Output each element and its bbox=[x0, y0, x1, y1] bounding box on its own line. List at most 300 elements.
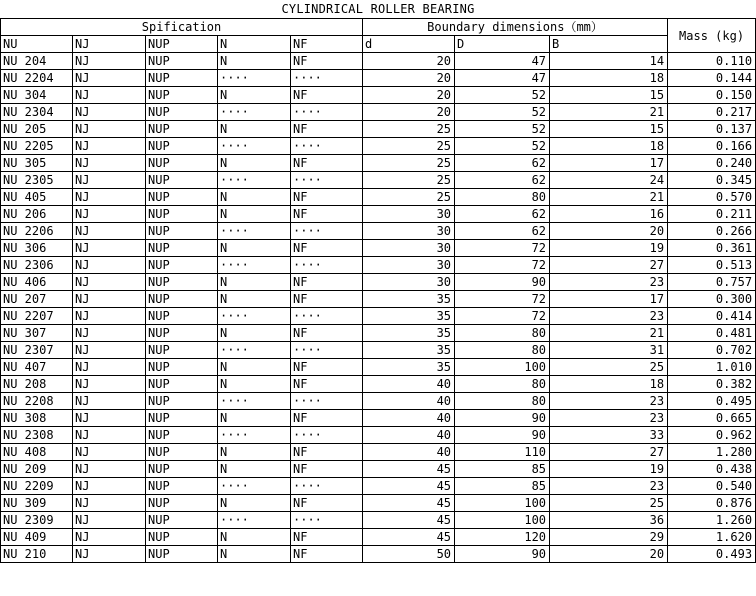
cell-nf-code: ···· bbox=[291, 478, 363, 495]
cell-nj-code: NJ bbox=[73, 274, 146, 291]
cell-d-outer: 47 bbox=[455, 53, 550, 70]
cell-n-code: N bbox=[218, 410, 291, 427]
cell-n-code: ···· bbox=[218, 308, 291, 325]
cell-mass-kg: 0.240 bbox=[668, 155, 756, 172]
table-row bbox=[1, 70, 756, 87]
cell-d-inner: 40 bbox=[363, 393, 455, 410]
cell-nf-code: NF bbox=[291, 155, 363, 172]
cell-nup-code: NUP bbox=[146, 512, 218, 529]
cell-n-code: N bbox=[218, 359, 291, 376]
cell-nf-code: NF bbox=[291, 206, 363, 223]
cell-nup-code: NUP bbox=[146, 308, 218, 325]
cell-n-code: ···· bbox=[218, 138, 291, 155]
cell-nj-code: NJ bbox=[73, 223, 146, 240]
table-row bbox=[1, 478, 756, 495]
cell-nj-code: NJ bbox=[73, 206, 146, 223]
cell-d-inner: 30 bbox=[363, 223, 455, 240]
cell-d-inner: 45 bbox=[363, 495, 455, 512]
cell-nj-code: NJ bbox=[73, 444, 146, 461]
cell-nj-code: NJ bbox=[73, 427, 146, 444]
cell-nf-code: ···· bbox=[291, 393, 363, 410]
cell-nup-code: NUP bbox=[146, 359, 218, 376]
cell-n-code: ···· bbox=[218, 70, 291, 87]
table-body bbox=[1, 53, 756, 563]
cell-nu-code: NU 2208 bbox=[1, 393, 73, 410]
cell-nu-code: NU 205 bbox=[1, 121, 73, 138]
cell-nj-code: NJ bbox=[73, 104, 146, 121]
cell-nf-code: NF bbox=[291, 291, 363, 308]
cell-n-code: N bbox=[218, 291, 291, 308]
cell-d-inner: 35 bbox=[363, 342, 455, 359]
cell-nup-code: NUP bbox=[146, 189, 218, 206]
cell-b-width: 15 bbox=[550, 121, 668, 138]
cell-b-width: 17 bbox=[550, 291, 668, 308]
cell-mass-kg: 0.110 bbox=[668, 53, 756, 70]
col-header-d-outer: D bbox=[455, 36, 550, 53]
table-row bbox=[1, 342, 756, 359]
cell-nj-code: NJ bbox=[73, 495, 146, 512]
cell-d-outer: 62 bbox=[455, 206, 550, 223]
cell-nup-code: NUP bbox=[146, 461, 218, 478]
cell-mass-kg: 0.513 bbox=[668, 257, 756, 274]
header-row-group bbox=[1, 19, 756, 36]
cell-nf-code: NF bbox=[291, 121, 363, 138]
cell-nup-code: NUP bbox=[146, 155, 218, 172]
cell-d-outer: 52 bbox=[455, 121, 550, 138]
cell-nf-code: ···· bbox=[291, 342, 363, 359]
cell-mass-kg: 1.280 bbox=[668, 444, 756, 461]
cell-nup-code: NUP bbox=[146, 223, 218, 240]
cell-n-code: ···· bbox=[218, 257, 291, 274]
cell-nup-code: NUP bbox=[146, 121, 218, 138]
cell-mass-kg: 0.702 bbox=[668, 342, 756, 359]
table-row bbox=[1, 444, 756, 461]
cell-nj-code: NJ bbox=[73, 138, 146, 155]
cell-nu-code: NU 308 bbox=[1, 410, 73, 427]
cell-d-inner: 30 bbox=[363, 257, 455, 274]
cell-mass-kg: 0.345 bbox=[668, 172, 756, 189]
table-row bbox=[1, 308, 756, 325]
cell-d-inner: 30 bbox=[363, 274, 455, 291]
cell-nj-code: NJ bbox=[73, 461, 146, 478]
cell-n-code: N bbox=[218, 87, 291, 104]
cell-b-width: 18 bbox=[550, 70, 668, 87]
document-title: CYLINDRICAL ROLLER BEARING bbox=[281, 2, 475, 16]
cell-nf-code: NF bbox=[291, 410, 363, 427]
cell-n-code: N bbox=[218, 53, 291, 70]
cell-nj-code: NJ bbox=[73, 512, 146, 529]
cell-d-inner: 40 bbox=[363, 427, 455, 444]
cell-nu-code: NU 406 bbox=[1, 274, 73, 291]
cell-n-code: ···· bbox=[218, 104, 291, 121]
table-row bbox=[1, 546, 756, 563]
table-row bbox=[1, 393, 756, 410]
cell-nu-code: NU 305 bbox=[1, 155, 73, 172]
cell-nu-code: NU 2305 bbox=[1, 172, 73, 189]
cell-n-code: N bbox=[218, 274, 291, 291]
cell-b-width: 36 bbox=[550, 512, 668, 529]
cell-b-width: 23 bbox=[550, 393, 668, 410]
cell-n-code: N bbox=[218, 495, 291, 512]
cell-mass-kg: 1.260 bbox=[668, 512, 756, 529]
cell-d-outer: 85 bbox=[455, 478, 550, 495]
cell-nu-code: NU 2308 bbox=[1, 427, 73, 444]
cell-nf-code: ···· bbox=[291, 172, 363, 189]
mass-header: Mass (kg) bbox=[668, 19, 756, 53]
cell-d-outer: 120 bbox=[455, 529, 550, 546]
cell-n-code: N bbox=[218, 155, 291, 172]
cell-d-outer: 72 bbox=[455, 257, 550, 274]
cell-d-inner: 45 bbox=[363, 478, 455, 495]
cell-d-outer: 90 bbox=[455, 546, 550, 563]
cell-nup-code: NUP bbox=[146, 291, 218, 308]
cell-d-outer: 80 bbox=[455, 325, 550, 342]
table-header bbox=[1, 19, 756, 53]
table-row bbox=[1, 325, 756, 342]
cell-nf-code: NF bbox=[291, 189, 363, 206]
cell-d-inner: 40 bbox=[363, 376, 455, 393]
cell-nu-code: NU 2206 bbox=[1, 223, 73, 240]
cell-nup-code: NUP bbox=[146, 206, 218, 223]
cell-b-width: 27 bbox=[550, 444, 668, 461]
cell-nup-code: NUP bbox=[146, 70, 218, 87]
col-header-d-inner: d bbox=[363, 36, 455, 53]
cell-nup-code: NUP bbox=[146, 325, 218, 342]
cell-n-code: N bbox=[218, 461, 291, 478]
cell-mass-kg: 0.962 bbox=[668, 427, 756, 444]
cell-d-inner: 20 bbox=[363, 53, 455, 70]
cell-d-outer: 72 bbox=[455, 308, 550, 325]
table-row bbox=[1, 359, 756, 376]
cell-b-width: 23 bbox=[550, 308, 668, 325]
cell-b-width: 31 bbox=[550, 342, 668, 359]
cell-nj-code: NJ bbox=[73, 529, 146, 546]
cell-nup-code: NUP bbox=[146, 138, 218, 155]
cell-nup-code: NUP bbox=[146, 495, 218, 512]
cell-nj-code: NJ bbox=[73, 257, 146, 274]
cell-b-width: 14 bbox=[550, 53, 668, 70]
cell-d-inner: 35 bbox=[363, 325, 455, 342]
cell-b-width: 15 bbox=[550, 87, 668, 104]
cell-mass-kg: 1.010 bbox=[668, 359, 756, 376]
cell-mass-kg: 0.137 bbox=[668, 121, 756, 138]
cell-nup-code: NUP bbox=[146, 376, 218, 393]
table-row bbox=[1, 512, 756, 529]
cell-nu-code: NU 2309 bbox=[1, 512, 73, 529]
cell-b-width: 19 bbox=[550, 240, 668, 257]
cell-nf-code: NF bbox=[291, 461, 363, 478]
cell-mass-kg: 0.166 bbox=[668, 138, 756, 155]
boundary-dimensions-header: Boundary dimensions（mm） bbox=[363, 19, 668, 36]
table-row bbox=[1, 257, 756, 274]
cell-nf-code: NF bbox=[291, 529, 363, 546]
cell-nf-code: ···· bbox=[291, 427, 363, 444]
cell-b-width: 21 bbox=[550, 104, 668, 121]
cell-d-outer: 72 bbox=[455, 291, 550, 308]
cell-nf-code: NF bbox=[291, 495, 363, 512]
cell-b-width: 23 bbox=[550, 274, 668, 291]
col-header-b-width: B bbox=[550, 36, 668, 53]
spification-header: Spification bbox=[1, 19, 363, 36]
table-row bbox=[1, 172, 756, 189]
cell-n-code: ···· bbox=[218, 512, 291, 529]
col-header-nup: NUP bbox=[146, 36, 218, 53]
cell-nj-code: NJ bbox=[73, 393, 146, 410]
cell-nup-code: NUP bbox=[146, 410, 218, 427]
cell-b-width: 21 bbox=[550, 189, 668, 206]
cell-d-inner: 50 bbox=[363, 546, 455, 563]
cell-mass-kg: 0.150 bbox=[668, 87, 756, 104]
cell-mass-kg: 0.438 bbox=[668, 461, 756, 478]
cell-mass-kg: 0.217 bbox=[668, 104, 756, 121]
cell-nj-code: NJ bbox=[73, 291, 146, 308]
cell-nj-code: NJ bbox=[73, 53, 146, 70]
cell-d-inner: 35 bbox=[363, 359, 455, 376]
cell-d-inner: 45 bbox=[363, 512, 455, 529]
cell-n-code: N bbox=[218, 189, 291, 206]
cell-nu-code: NU 2304 bbox=[1, 104, 73, 121]
cell-b-width: 20 bbox=[550, 223, 668, 240]
table-row bbox=[1, 155, 756, 172]
cell-nj-code: NJ bbox=[73, 546, 146, 563]
cell-d-inner: 30 bbox=[363, 206, 455, 223]
cell-d-outer: 90 bbox=[455, 427, 550, 444]
cell-d-outer: 52 bbox=[455, 87, 550, 104]
cell-nup-code: NUP bbox=[146, 444, 218, 461]
cell-nup-code: NUP bbox=[146, 529, 218, 546]
cell-b-width: 23 bbox=[550, 410, 668, 427]
cell-nup-code: NUP bbox=[146, 478, 218, 495]
cell-n-code: N bbox=[218, 376, 291, 393]
table-row bbox=[1, 461, 756, 478]
cell-d-inner: 30 bbox=[363, 240, 455, 257]
cell-d-inner: 25 bbox=[363, 189, 455, 206]
cell-nj-code: NJ bbox=[73, 410, 146, 427]
col-header-nj: NJ bbox=[73, 36, 146, 53]
cell-nu-code: NU 206 bbox=[1, 206, 73, 223]
cell-nu-code: NU 207 bbox=[1, 291, 73, 308]
cell-nu-code: NU 2207 bbox=[1, 308, 73, 325]
cell-nu-code: NU 306 bbox=[1, 240, 73, 257]
cell-nf-code: NF bbox=[291, 444, 363, 461]
cell-n-code: ···· bbox=[218, 478, 291, 495]
cell-d-inner: 25 bbox=[363, 138, 455, 155]
cell-mass-kg: 0.570 bbox=[668, 189, 756, 206]
cell-n-code: ···· bbox=[218, 172, 291, 189]
cell-nf-code: NF bbox=[291, 546, 363, 563]
cell-d-outer: 100 bbox=[455, 512, 550, 529]
cell-nj-code: NJ bbox=[73, 155, 146, 172]
bearing-table bbox=[0, 18, 756, 563]
table-row bbox=[1, 87, 756, 104]
cell-nu-code: NU 2306 bbox=[1, 257, 73, 274]
cell-b-width: 33 bbox=[550, 427, 668, 444]
cell-nu-code: NU 309 bbox=[1, 495, 73, 512]
cell-mass-kg: 0.361 bbox=[668, 240, 756, 257]
table-row bbox=[1, 291, 756, 308]
cell-nup-code: NUP bbox=[146, 53, 218, 70]
cell-d-inner: 20 bbox=[363, 87, 455, 104]
cell-mass-kg: 0.382 bbox=[668, 376, 756, 393]
cell-nup-code: NUP bbox=[146, 393, 218, 410]
cell-nf-code: ···· bbox=[291, 70, 363, 87]
cell-mass-kg: 0.495 bbox=[668, 393, 756, 410]
cell-nu-code: NU 307 bbox=[1, 325, 73, 342]
cell-nup-code: NUP bbox=[146, 240, 218, 257]
cell-nup-code: NUP bbox=[146, 546, 218, 563]
cell-d-inner: 40 bbox=[363, 444, 455, 461]
cell-b-width: 18 bbox=[550, 376, 668, 393]
cell-d-outer: 80 bbox=[455, 189, 550, 206]
cell-nj-code: NJ bbox=[73, 342, 146, 359]
cell-nf-code: ···· bbox=[291, 308, 363, 325]
cell-d-inner: 25 bbox=[363, 155, 455, 172]
cell-d-inner: 20 bbox=[363, 70, 455, 87]
cell-b-width: 18 bbox=[550, 138, 668, 155]
cell-nup-code: NUP bbox=[146, 87, 218, 104]
cell-mass-kg: 0.266 bbox=[668, 223, 756, 240]
cell-b-width: 21 bbox=[550, 325, 668, 342]
cell-d-outer: 72 bbox=[455, 240, 550, 257]
cell-nf-code: NF bbox=[291, 240, 363, 257]
header-row-sub bbox=[1, 36, 756, 53]
cell-nup-code: NUP bbox=[146, 104, 218, 121]
cell-nj-code: NJ bbox=[73, 121, 146, 138]
cell-b-width: 25 bbox=[550, 495, 668, 512]
table-row bbox=[1, 223, 756, 240]
col-header-nf: NF bbox=[291, 36, 363, 53]
table-row bbox=[1, 529, 756, 546]
cell-nu-code: NU 204 bbox=[1, 53, 73, 70]
cell-n-code: N bbox=[218, 444, 291, 461]
table-row bbox=[1, 189, 756, 206]
cell-mass-kg: 0.211 bbox=[668, 206, 756, 223]
cell-d-outer: 80 bbox=[455, 376, 550, 393]
cell-n-code: N bbox=[218, 529, 291, 546]
cell-n-code: N bbox=[218, 121, 291, 138]
cell-nu-code: NU 2209 bbox=[1, 478, 73, 495]
cell-nf-code: ···· bbox=[291, 104, 363, 121]
table-row bbox=[1, 53, 756, 70]
cell-nj-code: NJ bbox=[73, 376, 146, 393]
cell-d-outer: 47 bbox=[455, 70, 550, 87]
cell-d-outer: 52 bbox=[455, 104, 550, 121]
cell-mass-kg: 0.876 bbox=[668, 495, 756, 512]
cell-mass-kg: 0.540 bbox=[668, 478, 756, 495]
cell-nj-code: NJ bbox=[73, 308, 146, 325]
cell-d-inner: 40 bbox=[363, 410, 455, 427]
table-row bbox=[1, 240, 756, 257]
cell-nj-code: NJ bbox=[73, 478, 146, 495]
cell-nj-code: NJ bbox=[73, 172, 146, 189]
cell-nf-code: NF bbox=[291, 53, 363, 70]
cell-nu-code: NU 2307 bbox=[1, 342, 73, 359]
cell-d-inner: 45 bbox=[363, 529, 455, 546]
cell-b-width: 16 bbox=[550, 206, 668, 223]
cell-b-width: 19 bbox=[550, 461, 668, 478]
cell-d-outer: 62 bbox=[455, 172, 550, 189]
cell-d-inner: 45 bbox=[363, 461, 455, 478]
cell-b-width: 27 bbox=[550, 257, 668, 274]
cell-nj-code: NJ bbox=[73, 359, 146, 376]
cell-b-width: 23 bbox=[550, 478, 668, 495]
cell-d-outer: 80 bbox=[455, 393, 550, 410]
cell-b-width: 29 bbox=[550, 529, 668, 546]
cell-d-outer: 100 bbox=[455, 359, 550, 376]
cell-d-outer: 90 bbox=[455, 410, 550, 427]
cell-nj-code: NJ bbox=[73, 87, 146, 104]
cell-nu-code: NU 208 bbox=[1, 376, 73, 393]
cell-nf-code: ···· bbox=[291, 223, 363, 240]
cell-d-outer: 85 bbox=[455, 461, 550, 478]
cell-mass-kg: 0.300 bbox=[668, 291, 756, 308]
cell-n-code: N bbox=[218, 325, 291, 342]
cell-nu-code: NU 209 bbox=[1, 461, 73, 478]
cell-nf-code: ···· bbox=[291, 257, 363, 274]
cell-nj-code: NJ bbox=[73, 325, 146, 342]
cell-nu-code: NU 210 bbox=[1, 546, 73, 563]
cell-nf-code: NF bbox=[291, 359, 363, 376]
cell-n-code: ···· bbox=[218, 342, 291, 359]
cell-b-width: 17 bbox=[550, 155, 668, 172]
cell-nu-code: NU 405 bbox=[1, 189, 73, 206]
cell-nf-code: NF bbox=[291, 325, 363, 342]
cell-nu-code: NU 408 bbox=[1, 444, 73, 461]
col-header-n: N bbox=[218, 36, 291, 53]
cell-nu-code: NU 2204 bbox=[1, 70, 73, 87]
cell-mass-kg: 0.757 bbox=[668, 274, 756, 291]
table-row bbox=[1, 274, 756, 291]
cell-n-code: ···· bbox=[218, 393, 291, 410]
cell-n-code: N bbox=[218, 206, 291, 223]
cell-nf-code: ···· bbox=[291, 512, 363, 529]
cell-mass-kg: 0.665 bbox=[668, 410, 756, 427]
cell-nf-code: ···· bbox=[291, 138, 363, 155]
cell-d-outer: 90 bbox=[455, 274, 550, 291]
table-row bbox=[1, 206, 756, 223]
cell-b-width: 25 bbox=[550, 359, 668, 376]
cell-nf-code: NF bbox=[291, 87, 363, 104]
col-header-nu: NU bbox=[1, 36, 73, 53]
cell-n-code: ···· bbox=[218, 427, 291, 444]
cell-nup-code: NUP bbox=[146, 172, 218, 189]
table-row bbox=[1, 427, 756, 444]
cell-n-code: N bbox=[218, 240, 291, 257]
cell-d-outer: 62 bbox=[455, 155, 550, 172]
cell-n-code: ···· bbox=[218, 223, 291, 240]
table-row bbox=[1, 104, 756, 121]
cell-nj-code: NJ bbox=[73, 70, 146, 87]
cell-d-outer: 80 bbox=[455, 342, 550, 359]
cell-nup-code: NUP bbox=[146, 342, 218, 359]
cell-d-outer: 62 bbox=[455, 223, 550, 240]
cell-mass-kg: 0.144 bbox=[668, 70, 756, 87]
cell-nu-code: NU 409 bbox=[1, 529, 73, 546]
cell-d-inner: 25 bbox=[363, 172, 455, 189]
cell-mass-kg: 0.481 bbox=[668, 325, 756, 342]
cell-d-inner: 35 bbox=[363, 308, 455, 325]
cell-d-inner: 35 bbox=[363, 291, 455, 308]
cell-d-outer: 52 bbox=[455, 138, 550, 155]
table-row bbox=[1, 495, 756, 512]
table-row bbox=[1, 121, 756, 138]
cell-nu-code: NU 2205 bbox=[1, 138, 73, 155]
cell-nu-code: NU 304 bbox=[1, 87, 73, 104]
cell-nup-code: NUP bbox=[146, 274, 218, 291]
cell-d-outer: 110 bbox=[455, 444, 550, 461]
cell-mass-kg: 1.620 bbox=[668, 529, 756, 546]
cell-nj-code: NJ bbox=[73, 240, 146, 257]
